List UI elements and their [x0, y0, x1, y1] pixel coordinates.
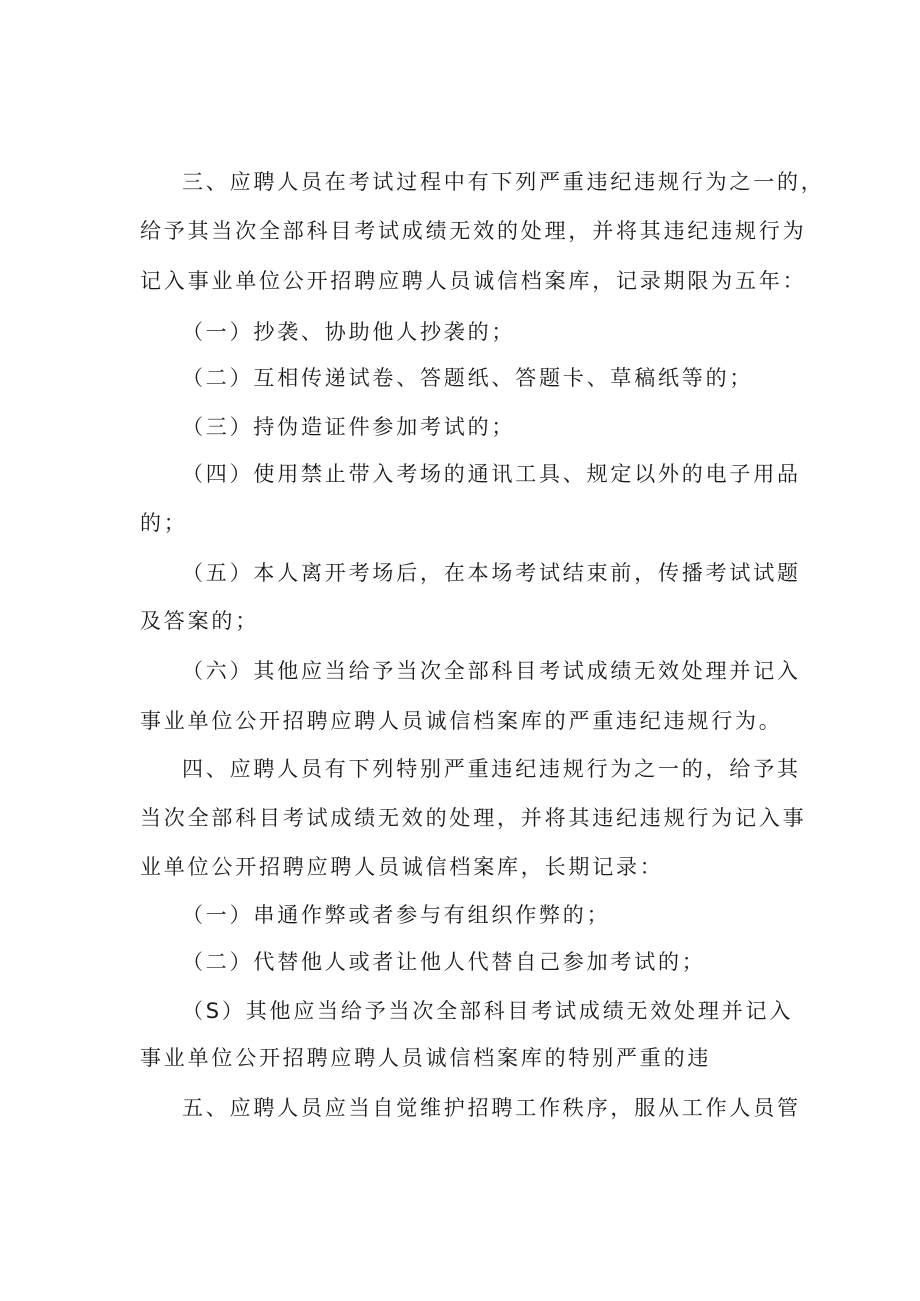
text-line: 的； — [140, 511, 188, 535]
text-line: 事业单位公开招聘应聘人员诚信档案库的特别严重的违 — [140, 1046, 712, 1070]
text-line: 事业单位公开招聘应聘人员诚信档案库的严重违纪违规行为。 — [140, 709, 783, 733]
text-line: 给予其当次全部科目考试成绩无效的处理，并将其违纪违规行为 — [140, 219, 807, 243]
text-line: 四、应聘人员有下列特别严重违纪违规行为之一的，给予其 — [182, 757, 801, 781]
text-line: （五）本人离开考场后，在本场考试结束前，传播考试试题 — [182, 561, 801, 585]
text-line: 业单位公开招聘应聘人员诚信档案库，长期记录： — [140, 855, 664, 879]
text-line: 及答案的； — [140, 609, 259, 633]
text-line: （一）抄袭、协助他人抄袭的； — [182, 320, 516, 344]
text-line: （六）其他应当给予当次全部科目考试成绩无效处理并记入 — [182, 659, 801, 683]
text-line: 当次全部科目考试成绩无效的处理，并将其违纪违规行为记入事 — [140, 806, 807, 830]
text-line: （四）使用禁止带入考场的通讯工具、规定以外的电子用品 — [182, 462, 801, 486]
text-line: 五、应聘人员应当自觉维护招聘工作秩序，服从工作人员管 — [182, 1096, 801, 1120]
text-line: （三）持伪造证件参加考试的； — [182, 415, 516, 439]
text-line: （二）代替他人或者让他人代替自己参加考试的； — [182, 950, 706, 974]
text-line: 记入事业单位公开招聘应聘人员诚信档案库，记录期限为五年： — [140, 269, 807, 293]
text-line: （一）串通作弊或者参与有组织作弊的； — [182, 903, 611, 927]
text-line: （二）互相传递试卷、答题纸、答题卡、草稿纸等的； — [182, 366, 754, 390]
text-line: 三、应聘人员在考试过程中有下列严重违纪违规行为之一的， — [182, 170, 825, 194]
text-line: （S）其他应当给予当次全部科目考试成绩无效处理并记入 — [182, 999, 794, 1023]
